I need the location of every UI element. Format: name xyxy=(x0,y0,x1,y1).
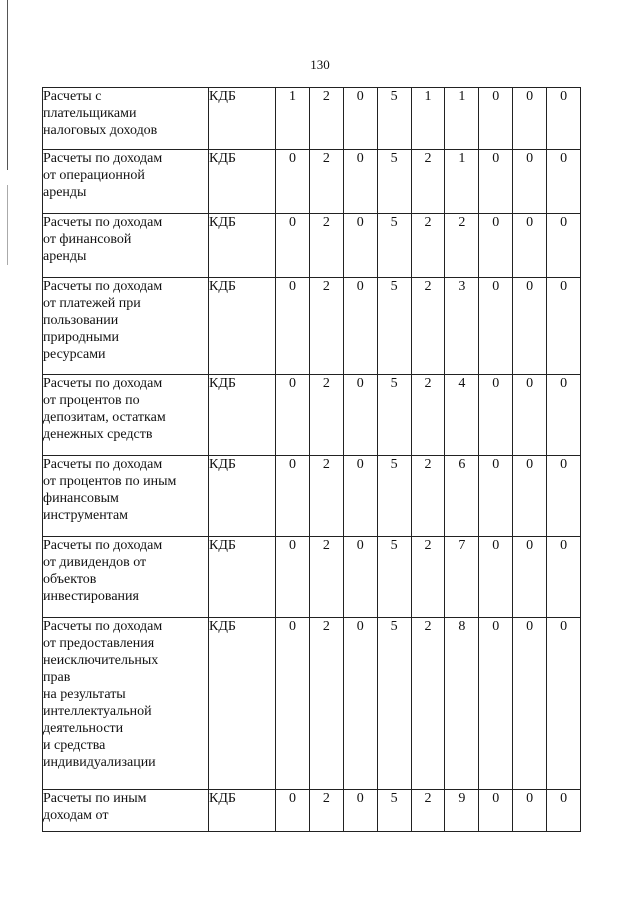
code-digit-cell: 5 xyxy=(377,150,411,214)
code-digit-cell: 0 xyxy=(513,88,547,150)
code-digit-cell: 0 xyxy=(276,790,310,832)
account-code-type: КДБ xyxy=(209,618,276,790)
table-row xyxy=(43,375,581,456)
code-digit-cell: 8 xyxy=(445,618,479,790)
code-digit-cell: 2 xyxy=(309,537,343,618)
code-digit-cell: 0 xyxy=(513,150,547,214)
account-code-type: КДБ xyxy=(209,537,276,618)
code-digit-cell: 0 xyxy=(343,456,377,537)
account-name: Расчеты по доходам от предоставления неисключительных прав на результаты интеллектуальной деятельности и средства индивидуализации xyxy=(43,619,163,770)
code-digit-cell: 2 xyxy=(309,618,343,790)
code-digit-cell: 0 xyxy=(479,537,513,618)
code-digit-cell: 0 xyxy=(547,537,581,618)
code-digit-cell: 2 xyxy=(309,278,343,375)
code-digit-cell: 0 xyxy=(343,214,377,278)
code-digit-cell: 0 xyxy=(547,618,581,790)
table-row xyxy=(43,214,581,278)
account-name-cell xyxy=(43,88,209,150)
code-digit-cell: 4 xyxy=(445,375,479,456)
code-digit-cell: 5 xyxy=(377,790,411,832)
account-name-cell xyxy=(43,375,209,456)
code-digit-cell: 0 xyxy=(547,456,581,537)
account-name-cell xyxy=(43,790,209,832)
account-name-cell xyxy=(43,214,209,278)
code-digit-cell: 0 xyxy=(276,456,310,537)
account-name-cell xyxy=(43,618,209,790)
code-digit-cell: 9 xyxy=(445,790,479,832)
code-digit-cell: 0 xyxy=(276,618,310,790)
code-digit-cell: 2 xyxy=(309,790,343,832)
account-name: Расчеты по доходам от дивидендов от объектов инвестирования xyxy=(43,538,163,604)
code-digit-cell: 2 xyxy=(411,456,445,537)
account-name: Расчеты по иным доходам от xyxy=(43,791,147,823)
code-digit-cell: 0 xyxy=(547,375,581,456)
code-digit-cell: 5 xyxy=(377,537,411,618)
code-digit-cell: 2 xyxy=(411,618,445,790)
code-digit-cell: 1 xyxy=(445,88,479,150)
code-digit-cell: 0 xyxy=(479,790,513,832)
account-code-type: КДБ xyxy=(209,88,276,150)
code-digit-cell: 1 xyxy=(276,88,310,150)
code-digit-cell: 0 xyxy=(513,537,547,618)
code-digit-cell: 2 xyxy=(309,214,343,278)
account-code-type: КДБ xyxy=(209,214,276,278)
page-number: 130 xyxy=(310,57,330,72)
code-digit-cell: 2 xyxy=(309,88,343,150)
code-digit-cell: 0 xyxy=(513,456,547,537)
table-row xyxy=(43,456,581,537)
code-digit-cell: 5 xyxy=(377,618,411,790)
code-digit-cell: 0 xyxy=(276,150,310,214)
table-row xyxy=(43,537,581,618)
account-name-cell xyxy=(43,456,209,537)
code-digit-cell: 0 xyxy=(479,150,513,214)
code-digit-cell: 0 xyxy=(513,214,547,278)
code-digit-cell: 0 xyxy=(276,375,310,456)
code-digit-cell: 0 xyxy=(479,88,513,150)
code-digit-cell: 5 xyxy=(377,88,411,150)
code-digit-cell: 1 xyxy=(445,150,479,214)
code-digit-cell: 5 xyxy=(377,456,411,537)
code-digit-cell: 3 xyxy=(445,278,479,375)
code-digit-cell: 0 xyxy=(343,375,377,456)
table-row xyxy=(43,278,581,375)
code-digit-cell: 1 xyxy=(411,88,445,150)
account-code-type: КДБ xyxy=(209,375,276,456)
code-digit-cell: 2 xyxy=(411,214,445,278)
account-code-type: КДБ xyxy=(209,278,276,375)
page-left-edge xyxy=(7,0,8,170)
account-name: Расчеты по доходам от процентов по иным финансовым инструментам xyxy=(43,457,177,523)
code-digit-cell: 2 xyxy=(411,150,445,214)
code-digit-cell: 0 xyxy=(513,375,547,456)
code-digit-cell: 2 xyxy=(309,150,343,214)
account-code-type: КДБ xyxy=(209,456,276,537)
code-digit-cell: 0 xyxy=(547,214,581,278)
code-digit-cell: 2 xyxy=(411,537,445,618)
account-name-cell xyxy=(43,537,209,618)
code-digit-cell: 0 xyxy=(513,618,547,790)
code-digit-cell: 2 xyxy=(309,375,343,456)
account-name: Расчеты по доходам от платежей при пользовании природными ресурсами xyxy=(43,279,163,362)
code-digit-cell: 0 xyxy=(513,790,547,832)
code-digit-cell: 0 xyxy=(547,790,581,832)
code-digit-cell: 0 xyxy=(479,456,513,537)
code-digit-cell: 2 xyxy=(411,278,445,375)
table-row xyxy=(43,618,581,790)
account-code-type: КДБ xyxy=(209,150,276,214)
code-digit-cell: 2 xyxy=(309,456,343,537)
code-digit-cell: 5 xyxy=(377,375,411,456)
table-row xyxy=(43,88,581,150)
code-digit-cell: 0 xyxy=(479,278,513,375)
code-digit-cell: 6 xyxy=(445,456,479,537)
code-digit-cell: 0 xyxy=(343,790,377,832)
code-digit-cell: 0 xyxy=(343,150,377,214)
account-name: Расчеты по доходам от операционной аренды xyxy=(43,151,163,200)
code-digit-cell: 5 xyxy=(377,214,411,278)
code-digit-cell: 0 xyxy=(479,214,513,278)
account-code-type: КДБ xyxy=(209,790,276,832)
code-digit-cell: 0 xyxy=(547,150,581,214)
code-digit-cell: 2 xyxy=(411,790,445,832)
table-row xyxy=(43,150,581,214)
code-digit-cell: 0 xyxy=(479,375,513,456)
code-digit-cell: 0 xyxy=(276,214,310,278)
code-digit-cell: 2 xyxy=(445,214,479,278)
account-name-cell xyxy=(43,150,209,214)
code-digit-cell: 0 xyxy=(547,278,581,375)
code-digit-cell: 0 xyxy=(479,618,513,790)
code-digit-cell: 0 xyxy=(276,278,310,375)
code-digit-cell: 2 xyxy=(411,375,445,456)
account-name: Расчеты с плательщиками налоговых доходов xyxy=(43,89,158,138)
page-left-edge-faint xyxy=(7,185,8,265)
account-name-cell xyxy=(43,278,209,375)
code-digit-cell: 0 xyxy=(547,88,581,150)
table-body xyxy=(43,88,581,832)
table-row xyxy=(43,790,581,832)
code-digit-cell: 0 xyxy=(513,278,547,375)
code-digit-cell: 0 xyxy=(343,278,377,375)
code-digit-cell: 0 xyxy=(276,537,310,618)
accounts-table xyxy=(42,87,581,832)
code-digit-cell: 7 xyxy=(445,537,479,618)
account-name: Расчеты по доходам от финансовой аренды xyxy=(43,215,163,264)
code-digit-cell: 0 xyxy=(343,88,377,150)
code-digit-cell: 0 xyxy=(343,618,377,790)
code-digit-cell: 0 xyxy=(343,537,377,618)
code-digit-cell: 5 xyxy=(377,278,411,375)
account-name: Расчеты по доходам от процентов по депозитам, остаткам денежных средств xyxy=(43,376,166,442)
